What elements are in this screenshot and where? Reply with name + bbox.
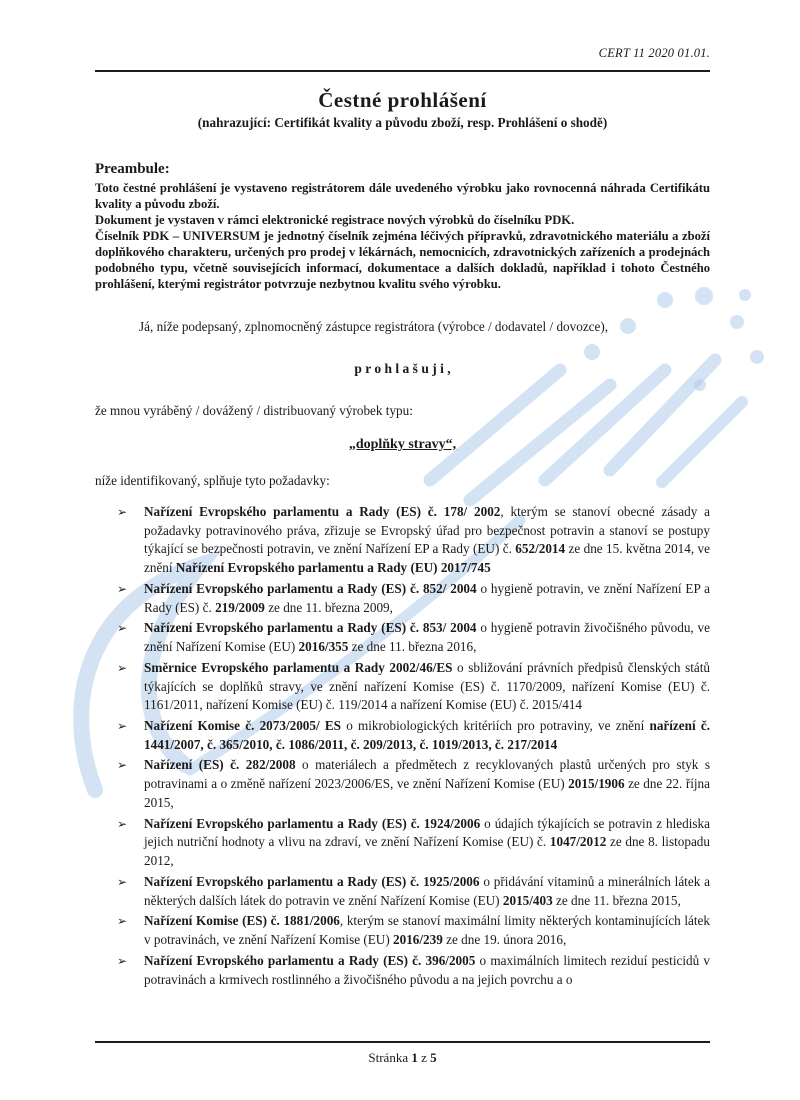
footer-rule — [95, 1041, 710, 1043]
arrow-bullet-icon: ➢ — [117, 660, 128, 675]
product-type-label: „doplňky stravy“, — [348, 436, 457, 452]
header-rule — [95, 70, 710, 72]
declaration-intro: Já, níže podepsaný, zplnomocněný zástupce registrátora (výrobce / dodavatel / dovozce), — [139, 318, 609, 334]
requirement-text: Nařízení Evropského parlamentu a Rady (ES) č. 852/ 2004 o hygieně potravin, ve znění Nařízení EP a Rady (ES) č. 219/2009 ze dne 11. března 2009, — [144, 580, 710, 615]
requirement-text: Nařízení Evropského parlamentu a Rady (ES) č. 853/ 2004 o hygieně potravin živočišného původu, ve znění Nařízení Komise (EU) 2016/355 ze dne 11. března 2016, — [144, 620, 710, 655]
preamble-paragraph: Toto čestné prohlášení je vystaveno registrátorem dále uvedeného výrobku jako rovnocenná náhrada Certifikátu kvality a původu zboží. — [95, 181, 710, 211]
preamble-text — [95, 181, 710, 293]
page-title: Čestné prohlášení — [318, 88, 487, 112]
arrow-bullet-icon: ➢ — [117, 874, 128, 889]
doc-code: CERT 11 2020 01.01. — [598, 46, 710, 60]
arrow-bullet-icon: ➢ — [117, 621, 128, 636]
requirement-item — [117, 619, 710, 656]
page-number-label: Stránka 1 z 5 — [368, 1050, 437, 1065]
requirement-text: Nařízení Evropského parlamentu a Rady (ES) č. 1925/2006 o přidávání vitaminů a minerálních látek a některých dalších látek do potravin ve znění Nařízení Komise (EU) 2015/403 ze dne 11. března 2015, — [144, 873, 710, 908]
requirement-item — [117, 815, 710, 871]
requirement-item — [117, 717, 710, 754]
preamble-heading: Preambule: — [95, 161, 170, 177]
arrow-bullet-icon: ➢ — [117, 581, 128, 596]
requirement-item — [117, 659, 710, 715]
requirements-intro: níže identifikovaný, splňuje tyto požadavky: — [95, 472, 330, 488]
arrow-bullet-icon: ➢ — [117, 504, 128, 519]
requirement-text: Nařízení (ES) č. 282/2008 o materiálech a předmětech z recyklovaných plastů určených pro styk s potravinami a o změně nařízení 2023/2006/ES, ve znění Nařízení Komise (EU) 2015/1906 ze dne 22. října 2015, — [144, 757, 710, 810]
requirement-text: Nařízení Evropského parlamentu a Rady (ES) č. 1924/2006 o údajích týkajících se potravin z hlediska jejich nutriční hodnoty a vlivu na zdraví, ve znění Nařízení Komise (EU) č. 1047/2012 ze dne 8. listopadu 2012, — [144, 815, 710, 869]
requirement-item — [117, 580, 710, 617]
preamble-paragraph: Číselník PDK – UNIVERSUM je jednotný číselník zejména léčivých přípravků, zdravotnického materiálu a zboží doplňkového charakteru, určených pro prodej v lékárnách, nemocnicích, zdravotnických zařízeních a prodejnách podobného typu, včetně souvisejících informací, dokumentace a dalších dokladů, například i tohoto Čestného prohlášení, kterými registrátor potvrzuje nezbytnou kvalitu svého výrobku. — [95, 228, 710, 291]
requirements-list — [95, 503, 710, 989]
declaration-verb: p r o h l a š u j i , — [354, 360, 451, 376]
requirement-text: Směrnice Evropského parlamentu a Rady 2002/46/ES o sbližování právních předpisů členských států týkajících se doplňků stravy, ve znění nařízení Komise (ES) č. 1170/2009, nařízení Komise (EU) č. 1161/2011, nařízení Komise (EU) č. 119/2014 a nařízení Komise (EU) č. 2015/414 — [144, 659, 710, 713]
requirement-item — [117, 912, 710, 949]
doc-subtitle: (nahrazující: Certifikát kvality a původu zboží, resp. Prohlášení o shodě) — [197, 115, 608, 130]
requirement-text: Nařízení Komise č. 2073/2005/ ES o mikrobiologických kritériích pro potraviny, ve znění nařízení č. 1441/2007, č. 365/2010, č. 1086/2011, č. 209/2013, č. 1019/2013, č. 217/2014 — [144, 717, 710, 752]
arrow-bullet-icon: ➢ — [117, 718, 128, 733]
requirement-item — [117, 503, 710, 578]
arrow-bullet-icon: ➢ — [117, 758, 128, 773]
arrow-bullet-icon: ➢ — [117, 816, 128, 831]
arrow-bullet-icon: ➢ — [117, 953, 128, 968]
requirement-item — [117, 873, 710, 910]
requirement-item — [117, 952, 710, 989]
requirement-item — [117, 756, 710, 812]
requirement-text: Nařízení Komise (ES) č. 1881/2006, kterým se stanoví maximální limity některých kontaminujících látek v potravinách, ve znění Nařízení Komise (EU) 2016/239 ze dne 19. února 2016, — [144, 913, 710, 948]
requirement-text: Nařízení Evropského parlamentu a Rady (ES) č. 396/2005 o maximálních limitech reziduí pesticidů v potravinách a krmivech rostlinného a živočišného původu a na jejich povrchu a o — [144, 952, 710, 987]
requirement-text: Nařízení Evropského parlamentu a Rady (ES) č. 178/ 2002, kterým se stanoví obecné zásady a požadavky potravinového práva, zřizuje se Evropský úřad pro bezpečnost potravin a stanoví se postupy týkající se bezpečnosti potravin, ve znění Nařízení EP a Rady (EU) č. 652/2014 ze dne 15. května 2014, ve znění Nařízení Evropského parlamentu a Rady (EU) 2017/745 — [144, 503, 710, 576]
arrow-bullet-icon: ➢ — [117, 914, 128, 929]
preamble-paragraph: Dokument je vystaven v rámci elektronické registrace nových výrobků do číselníku PDK. — [95, 212, 575, 227]
page-footer — [95, 1041, 710, 1066]
product-intro: že mnou vyráběný / dovážený / distribuovaný výrobek typu: — [95, 402, 413, 418]
product-type — [95, 437, 710, 453]
